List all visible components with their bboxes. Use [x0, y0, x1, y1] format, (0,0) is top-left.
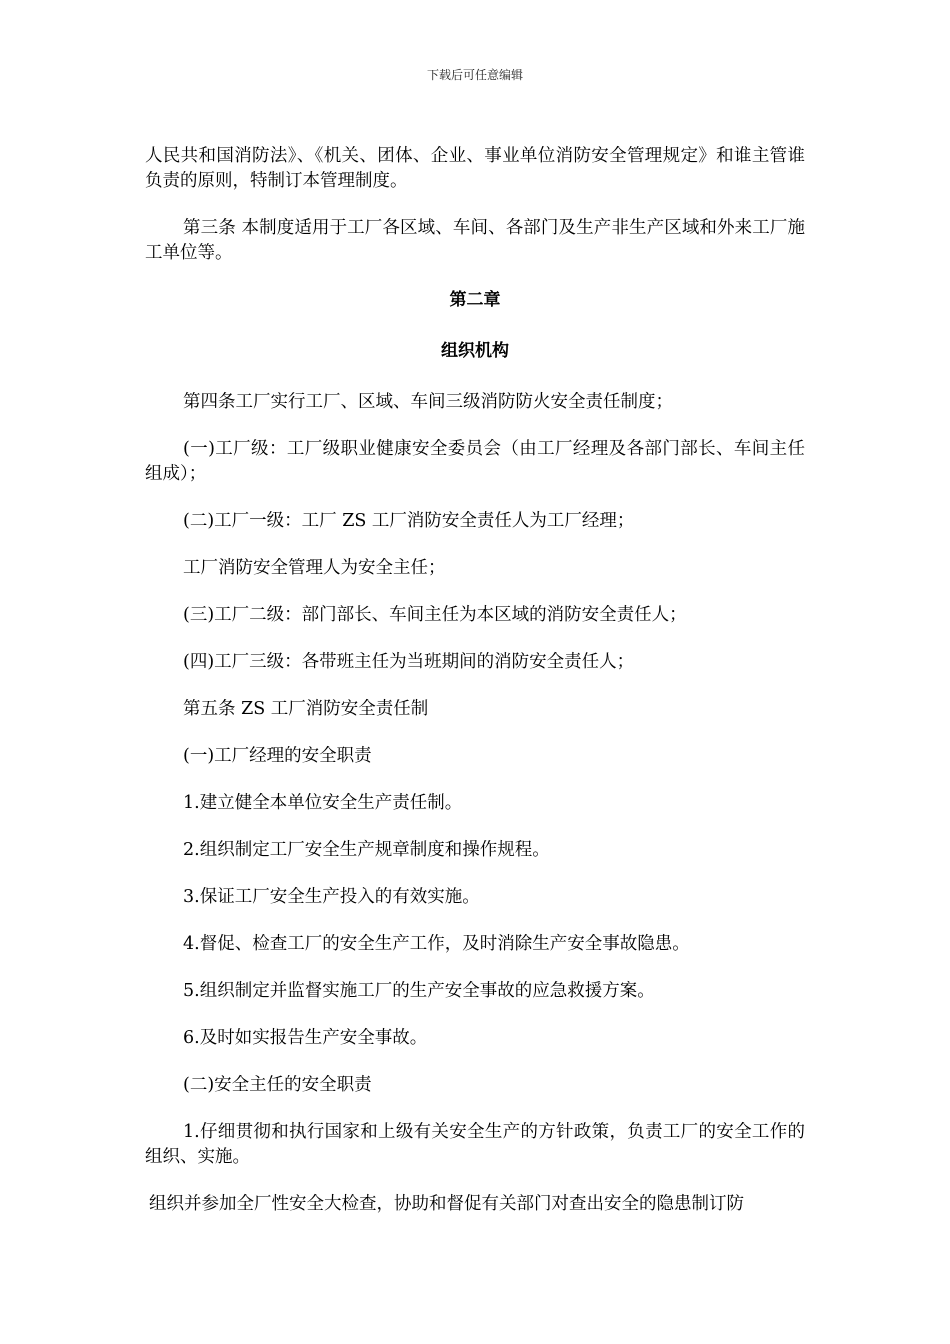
- subsection-safety-director-duties: (二)安全主任的安全职责: [183, 1075, 372, 1095]
- clause-third-level: (四)工厂三级：各带班主任为当班期间的消防安全责任人；: [183, 652, 635, 672]
- clause-factory-level: (一)工厂级：工厂级职业健康安全委员会（由工厂经理及各部门部长、车间主任组成）；: [145, 439, 805, 484]
- clause-safety-manager: 工厂消防安全管理人为安全主任；: [183, 558, 446, 578]
- article-4: 第四条工厂实行工厂、区域、车间三级消防防火安全责任制度；: [183, 392, 673, 412]
- duty-item-4: 4.督促、检查工厂的安全生产工作，及时消除生产安全事故隐患。: [183, 934, 690, 954]
- document-body: [145, 144, 805, 1239]
- chapter-number: 第二章: [449, 290, 501, 310]
- duty-item-2: 2.组织制定工厂安全生产规章制度和操作规程。: [183, 840, 550, 860]
- duty-item-3: 3.保证工厂安全生产投入的有效实施。: [183, 887, 480, 907]
- subsection-manager-duties: (一)工厂经理的安全职责: [183, 746, 372, 766]
- clause-first-level: (二)工厂一级：工厂 ZS 工厂消防安全责任人为工厂经理；: [183, 511, 635, 531]
- duty-item-1: 1.建立健全本单位安全生产责任制。: [183, 793, 463, 813]
- paragraph-intro-continuation: 人民共和国消防法》、《机关、团体、企业、事业单位消防安全管理规定》和谁主管谁负责的原则，特制订本管理制度。: [145, 146, 805, 191]
- duty-item-5: 5.组织制定并监督实施工厂的生产安全事故的应急救援方案。: [183, 981, 655, 1001]
- page-header: 下载后可任意编辑: [426, 68, 523, 82]
- paragraph-inspection: 组织并参加全厂性安全大检查，协助和督促有关部门对查出安全的隐患制订防: [149, 1194, 744, 1214]
- duty-item-6: 6.及时如实报告生产安全事故。: [183, 1028, 428, 1048]
- chapter-title: 组织机构: [441, 341, 509, 361]
- director-duty-item-1: 1.仔细贯彻和执行国家和上级有关安全生产的方针政策，负责工厂的安全工作的组织、实施。: [145, 1122, 805, 1167]
- article-3: 第三条 本制度适用于工厂各区域、车间、各部门及生产非生产区域和外来工厂施工单位等。: [145, 218, 805, 263]
- clause-second-level: (三)工厂二级：部门部长、车间主任为本区域的消防安全责任人；: [183, 605, 687, 625]
- article-5: 第五条 ZS 工厂消防安全责任制: [183, 699, 429, 719]
